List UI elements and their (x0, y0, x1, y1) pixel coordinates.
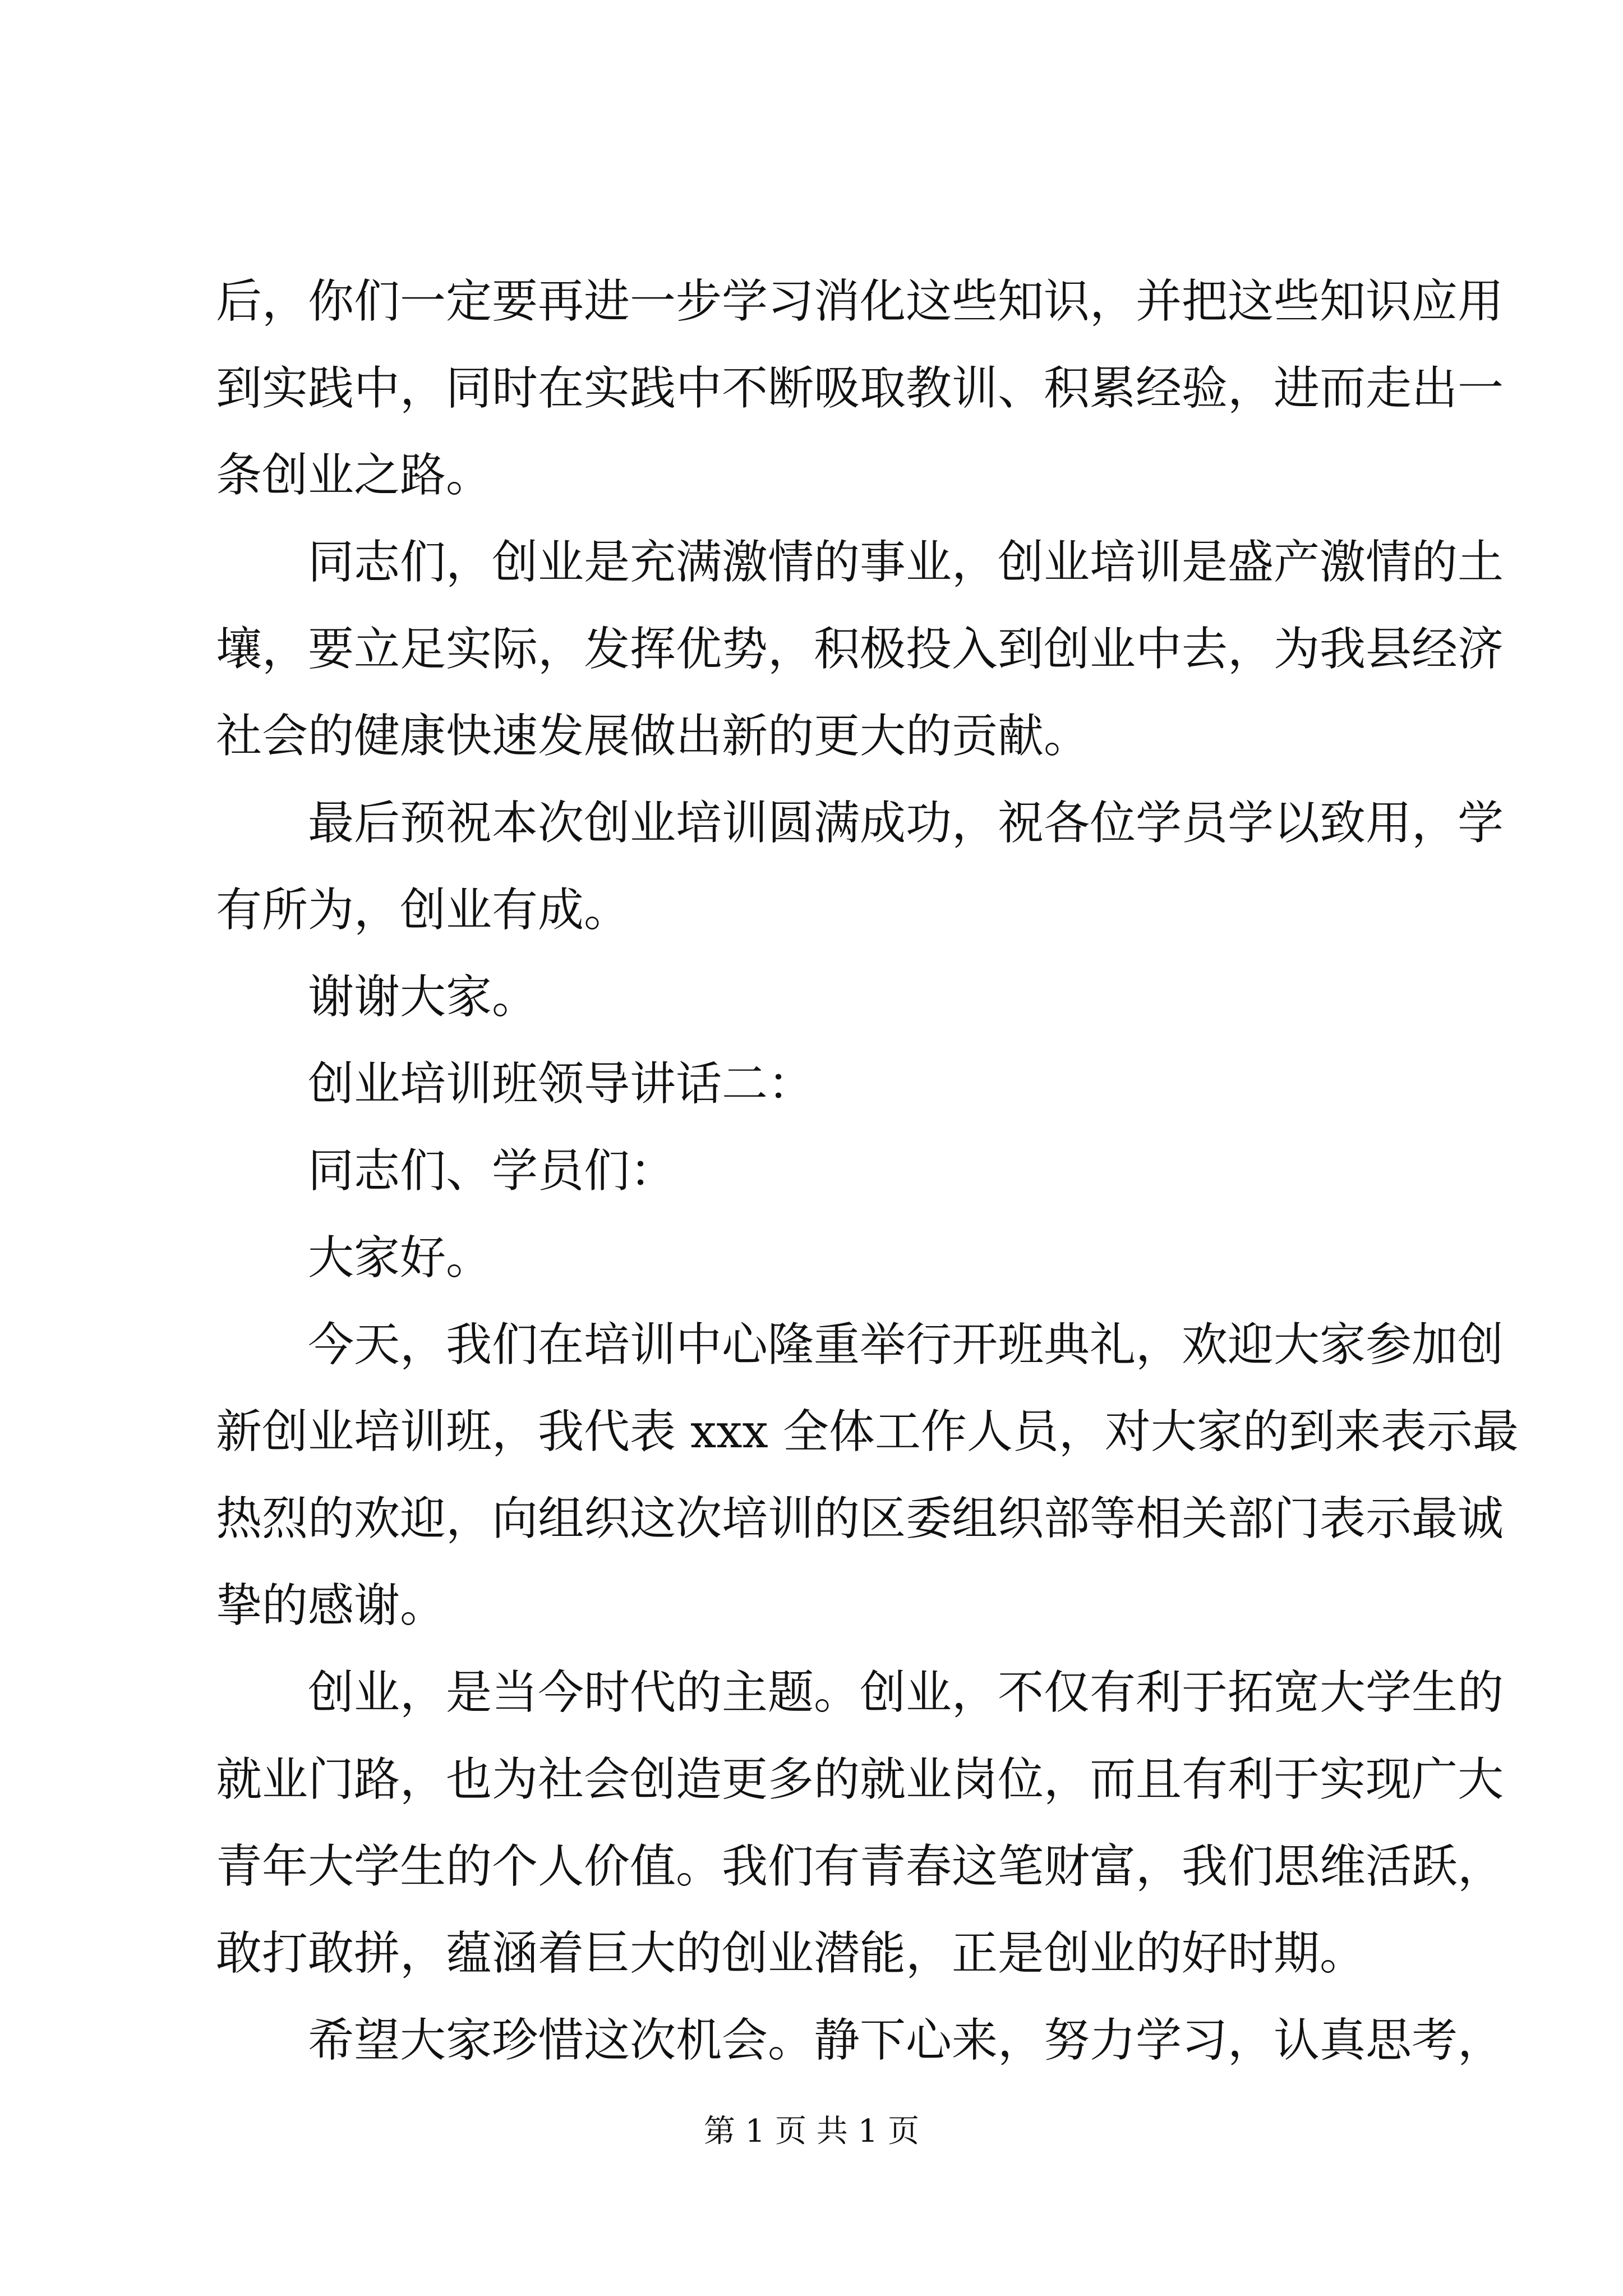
text-line-7: 最后预祝本次创业培训圆满成功，祝各位学员学以致用，学 (308, 797, 1504, 850)
text-line-21: 希望大家珍惜这次机会。静下心来，努力学习，认真思考， (308, 2014, 1504, 2067)
text-line-12: 大家好。 (308, 1231, 492, 1285)
text-line-10: 创业培训班领导讲话二： (308, 1057, 814, 1111)
text-line-16: 挚的感谢。 (216, 1579, 446, 1632)
text-line-6: 社会的健康快速发展做出新的更大的贡献。 (216, 710, 1090, 763)
text-line-17: 创业，是当今时代的主题。创业，不仅有利于拓宽大学生的 (308, 1666, 1504, 1719)
text-line-19: 青年大学生的个人价值。我们有青春这笔财富，我们思维活跃， (216, 1840, 1504, 1893)
text-line-3: 条创业之路。 (216, 449, 492, 502)
text-line-15: 热烈的欢迎，向组织这次培训的区委组织部等相关部门表示最诚 (216, 1492, 1504, 1545)
text-line-14: 新创业培训班，我代表 xxx 全体工作人员，对大家的到来表示最 (216, 1405, 1519, 1458)
document-body (216, 258, 1519, 2084)
text-line-20: 敢打敢拼，蕴涵着巨大的创业潜能，正是创业的好时期。 (216, 1927, 1366, 1980)
text-line-1: 后，你们一定要再进一步学习消化这些知识，并把这些知识应用 (216, 275, 1504, 328)
text-line-5: 壤，要立足实际，发挥优势，积极投入到创业中去，为我县经济 (216, 623, 1504, 676)
text-line-4: 同志们，创业是充满激情的事业，创业培训是盛产激情的土 (308, 536, 1504, 589)
text-line-9: 谢谢大家。 (308, 970, 538, 1024)
text-line-13: 今天，我们在培训中心隆重举行开班典礼，欢迎大家参加创 (308, 1318, 1504, 1372)
text-line-18: 就业门路，也为社会创造更多的就业岗位，而且有利于实现广大 (216, 1753, 1504, 1806)
text-line-2: 到实践中，同时在实践中不断吸取教训、积累经验，进而走出一 (216, 362, 1504, 415)
text-line-11: 同志们、学员们： (308, 1144, 676, 1198)
text-line-8: 有所为，创业有成。 (216, 884, 630, 937)
page-footer: 第 1 页 共 1 页 (703, 2113, 920, 2150)
